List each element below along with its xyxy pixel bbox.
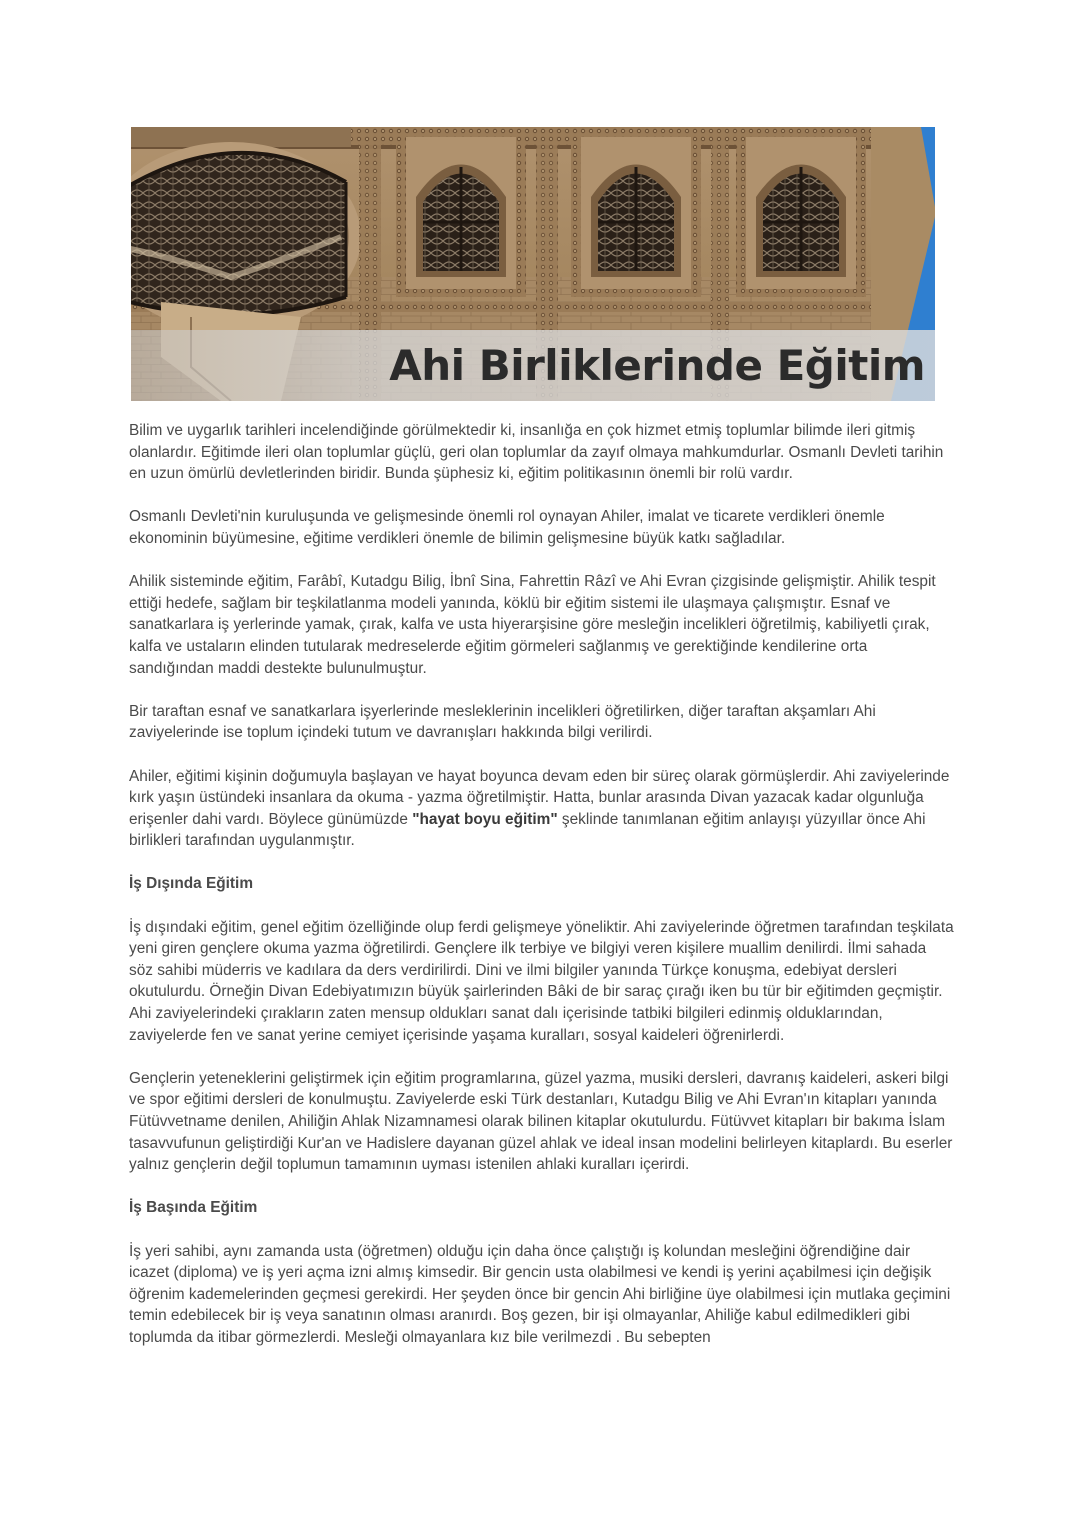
emphasis-text: "hayat boyu eğitim" xyxy=(412,810,558,828)
banner-title: Ahi Birliklerinde Eğitim xyxy=(389,341,925,390)
paragraph: Bilim ve uygarlık tarihleri incelendiğinde görülmektedir ki, insanlığa en çok hizmet etmiş toplumlar bilimde ileri gitmiş olanlardır. Eğitimde ileri olan toplumlar güçlü, geri olan toplumlar da zayıf olmaya mahkumdurlar. Osmanlı Devleti tarihin en uzun ömürlü devletlerinden biridir. Bunda şüphesiz ki, eğitim politikasının önemli bir rolü vardır. xyxy=(129,422,944,483)
paragraph-text: Ahiler, eğitimi kişinin doğumuyla başlayan ve hayat boyunca devam eden bir süreç olarak görmüşlerdir. Ahi zaviyelerinde kırk yaşın üstündeki insanlara da okuma - yazma öğretilmiştir. Hatta, bunlar arasında Divan yazacak kadar olgunluğa erişenler dahi vardı. Böylece günümüzde xyxy=(129,767,950,828)
paragraph: Bir taraftan esnaf ve sanatkarlara işyerlerinde mesleklerinin incelikleri öğretilirken, diğer taraftan akşamları Ahi zaviyelerinde ise toplum içindeki tutum ve davranışları hakkında bilgi verilirdi. xyxy=(129,702,876,742)
paragraph-text: şeklinde tanımlanan eğitim anlayışı yüzyıllar önce Ahi birlikleri tarafından uygulanmıştır. xyxy=(129,810,926,850)
window-3 xyxy=(736,127,866,297)
window-2 xyxy=(571,127,701,297)
paragraph: İş yeri sahibi, aynı zamanda usta (öğretmen) olduğu için daha önce çalıştığı iş kolundan mesleğini öğrendiğine dair icazet (diploma) ve iş yeri açma izni almış kimsedir. Bir gencin usta olabilmesi ve kendi iş yerini açabilmesi için değişik öğrenim kademelerinden geçmesi gerekirdi. Her şeyden önce bir gencin Ahi birliğine üye olabilmesi için mutlaka geçimini temin edebilecek bir iş veya sanatının olması aranırdı. Boş gezen, bir işi olmayanlar, Ahiliğe kabul edilmedikleri gibi toplumda da itibar görmezlerdi. Mesleği olmayanlara kız bile verilmezdi . Bu sebepten xyxy=(129,1242,951,1346)
section-heading: İş Dışında Eğitim xyxy=(129,875,254,893)
paragraph: Ahilik sisteminde eğitim, Farâbî, Kutadgu Bilig, İbnî Sina, Fahrettin Râzî ve Ahi Evran çizgisinde gelişmiştir. Ahilik tespit ettiği hedefe, sağlam bir teşkilatlanma modeli yanında, köklü bir eğitim sistemi ile ulaşmaya çalışmıştır. Esnaf ve sanatkarlara iş yerlerinde yamak, çırak, kalfa ve usta hiyerarşisine göre mesleğin incelikleri öğretilmiş, kabiliyetli çırak, kalfa ve ustaların elinden tutularak medreselerde eğitim görmeleri sağlanmış ve gerektiğinde kendilerine orta sandığından maddi destekte bulunulmuştur. xyxy=(129,573,936,677)
section-heading: İş Başında Eğitim xyxy=(129,1199,258,1217)
article-body xyxy=(129,420,954,1370)
paragraph: Osmanlı Devleti'nin kuruluşunda ve gelişmesinde önemli rol oynayan Ahiler, imalat ve ticarete verdikleri önemle ekonominin büyümesine, eğitime verdikleri önemle de bilimin gelişmesine büyük katkı sağladılar. xyxy=(129,508,885,547)
paragraph: İş dışındaki eğitim, genel eğitim özelliğinde olup ferdi gelişmeye yöneliktir. Ahi zaviyelerinde öğretmen tarafından teşkilata yeni giren gençlere okuma yazma öğretilirdi. Gençlere ilk terbiye ve bilgiyi veren kişilere muallim denilirdi. İlmi sahada söz sahibi müderris ve kadılara da ders verdirilirdi. Dini ve ilmi bilgiler yanında Türkçe konuşma, edebiyat dersleri okutulurdu. Örneğin Divan Edebiyatımızın büyük şairlerinden Bâki de bir saraç çırağı iken bu tür bir eğitimden geçmiştir. Ahi zaviyelerindeki çırakların zaten mensup oldukları sanat dalı içerisinde tatbiki bilgileri edinmiş olduklarından, zaviyelerde fen ve sanat yerine cemiyet içerisinde yaşama kuralları, sosyal kaideleri öğrenirlerdi. xyxy=(129,918,954,1044)
banner-title-bar xyxy=(131,330,935,401)
header-image xyxy=(131,127,935,401)
paragraph: Gençlerin yeteneklerini geliştirmek için eğitim programlarına, güzel yazma, musiki dersleri, davranış kaideleri, askeri bilgi ve spor eğitimi dersleri de konulmuştu. Zaviyelerde eski Türk destanları, Kutadgu Bilig ve Ahi Evran'ın kitapları yanında Fütüvvetname denilen, Ahiliğin Ahlak Nizamnamesi olarak bilinen kitaplar okutulurdu. Fütüvvet kitapları bir bakıma İslam tasavvufunun geliştirdiği Kur'an ve Hadislere dayanan güzel ahlak ve ideal insan modelini belirleyen kitaplardı. Bu eserler yalnız gençlerin değil toplumun tamamının uyması istenilen ahlaki kuralları içerirdi. xyxy=(129,1069,953,1174)
window-1 xyxy=(396,127,526,297)
paragraph xyxy=(129,766,954,852)
